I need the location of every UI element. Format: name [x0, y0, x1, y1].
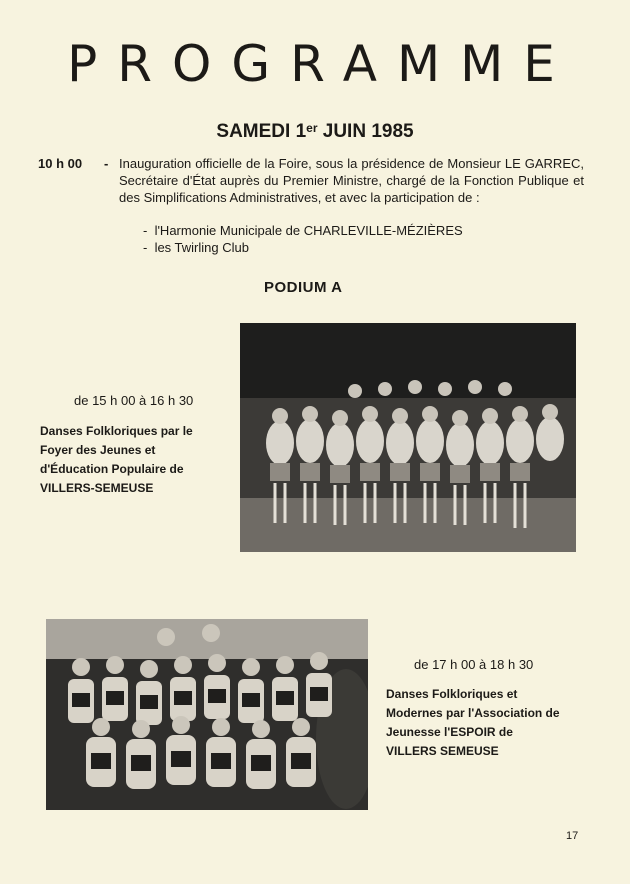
- event-2-description-line: Jeunesse l'ESPOIR de: [386, 725, 513, 739]
- photo-illustration: [46, 619, 368, 810]
- participant-item: - les Twirling Club: [143, 239, 463, 256]
- page-title: PROGRAMME: [67, 35, 575, 93]
- participant-item: - l'Harmonie Municipale de CHARLEVILLE-MÉZIÈRES: [143, 222, 463, 239]
- event-2-description-line: Danses Folkloriques et: [386, 687, 518, 701]
- event-1-description-line: Foyer des Jeunes et: [40, 443, 156, 457]
- inauguration-text: Inauguration officielle de la Foire, sous la présidence de Monsieur LE GARREC, Secrétaire d'État auprès du Premier Ministre, chargé de la Fonction Publique et des Simplifications Administratives, et avec la participation de :: [119, 156, 584, 205]
- date-prefix: SAMEDI 1: [216, 121, 307, 142]
- event-2-description-line: Modernes par l'Association de: [386, 706, 560, 720]
- inauguration-dash: -: [104, 156, 109, 171]
- group-photo-association-espoir: [46, 619, 368, 810]
- participants-list: [143, 222, 463, 256]
- event-2-description-line: VILLERS SEMEUSE: [386, 744, 499, 758]
- date-heading: [0, 120, 630, 144]
- date-ordinal: er: [306, 121, 318, 135]
- event-1-description: [40, 422, 240, 498]
- inauguration-time: 10 h 00: [38, 156, 83, 171]
- event-2-time-range: de 17 h 00 à 18 h 30: [414, 657, 534, 672]
- event-1-time-range: de 15 h 00 à 16 h 30: [74, 393, 194, 408]
- podium-heading: PODIUM A: [264, 279, 343, 296]
- page-number: 17: [566, 830, 579, 842]
- date-suffix: JUIN 1985: [317, 121, 414, 142]
- event-1-description-line: d'Éducation Populaire de: [40, 462, 184, 476]
- event-1-description-line: VILLERS-SEMEUSE: [40, 481, 154, 495]
- photo-illustration: [240, 323, 576, 552]
- group-photo-foyer-des-jeunes: [240, 323, 576, 552]
- event-1-description-line: Danses Folkloriques par le: [40, 424, 193, 438]
- event-2-description: [386, 685, 601, 761]
